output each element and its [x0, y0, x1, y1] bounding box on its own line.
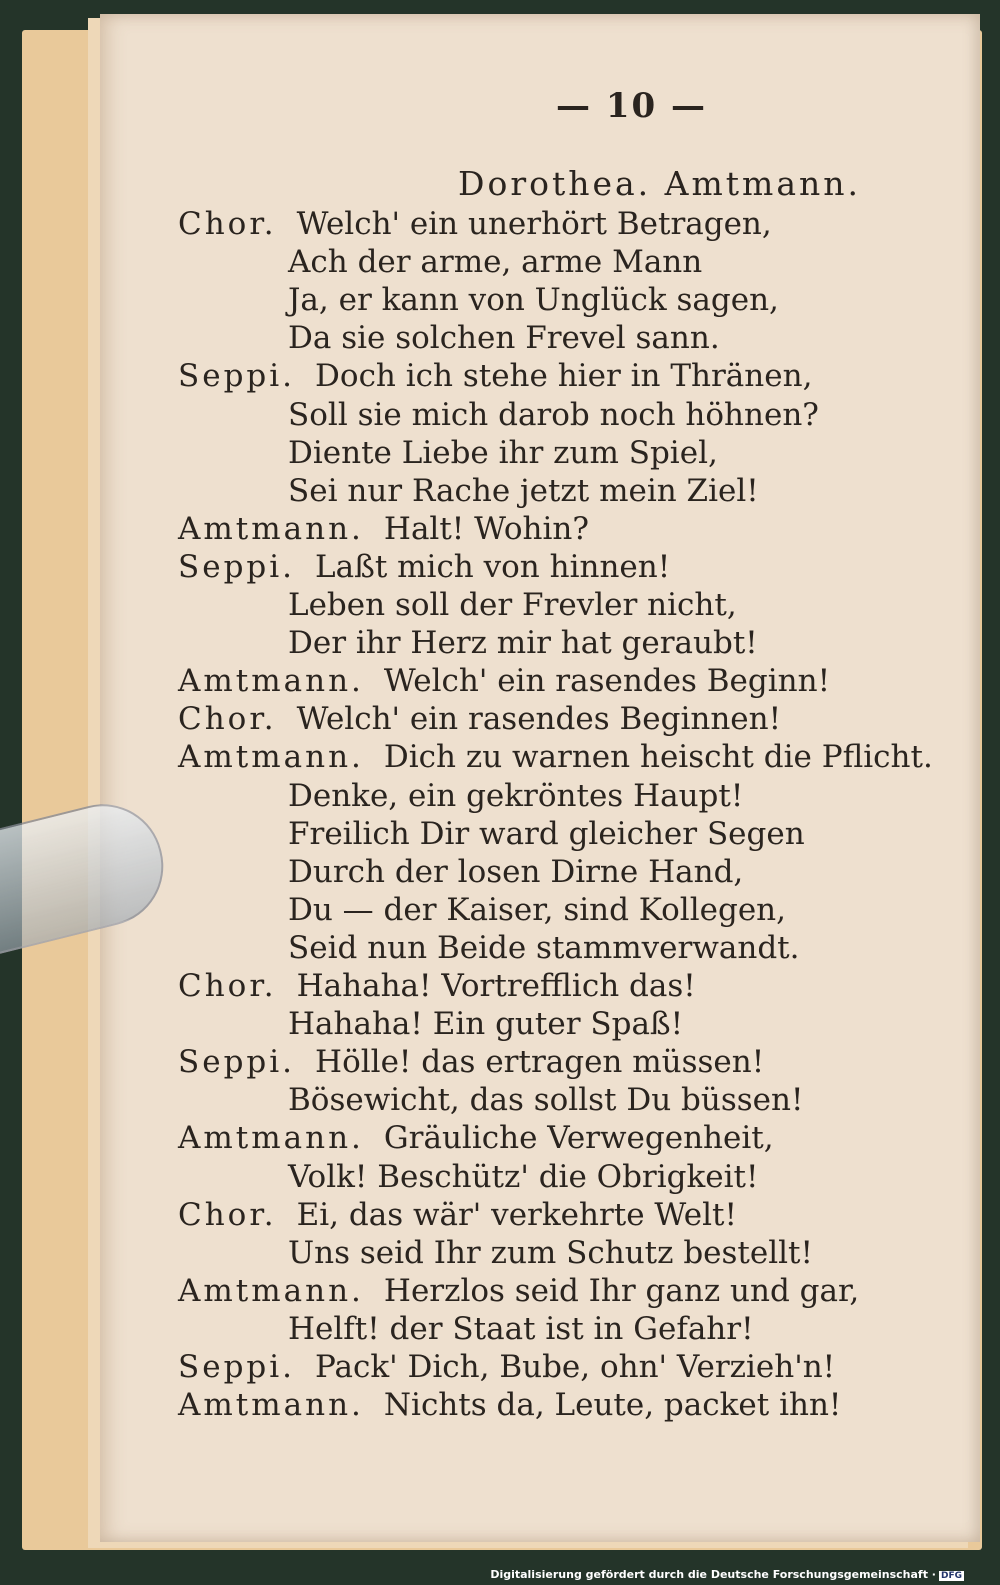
verse-text-line: Halt! Wohin? [383, 510, 589, 547]
verse-text-line: Welch' ein unerhört Betragen, [296, 206, 772, 242]
verse-text-line: Bösewicht, das sollst Du büssen! [288, 1082, 804, 1119]
digitization-credit [490, 1568, 964, 1581]
verse-text-line: Ach der arme, arme Mann [288, 244, 703, 281]
verse-line [178, 663, 830, 699]
scene-heading: Dorothea. Amtmann. [458, 164, 862, 203]
verse-text-line: Da sie solchen Frevel sann. [288, 320, 720, 357]
speaker-name: Amtmann. [178, 510, 364, 547]
verse-line [288, 892, 786, 928]
verse-line [178, 739, 933, 775]
verse-line [288, 1159, 758, 1195]
book-page [100, 14, 980, 1542]
verse-line [178, 511, 589, 547]
speaker-name: Amtmann. [178, 1387, 364, 1424]
verse-line [178, 968, 696, 1004]
verse-text-line: Nichts da, Leute, packet ihn! [383, 1387, 842, 1424]
verse-text-line: Der ihr Herz mir hat geraubt! [288, 625, 758, 662]
verse-line [178, 358, 812, 394]
verse-text-line: Denke, ein gekröntes Haupt! [288, 777, 744, 814]
verse-line [178, 206, 772, 242]
verse-line [288, 282, 779, 318]
verse-line [288, 473, 759, 509]
verse-line [288, 244, 702, 280]
verse-line [288, 816, 805, 852]
verse-text-line: Helft! der Staat ist in Gefahr! [288, 1310, 754, 1347]
speaker-name: Chor. [178, 206, 277, 242]
speaker-name: Chor. [178, 968, 277, 1004]
speaker-name: Amtmann. [178, 663, 364, 700]
verse-text-line: Pack' Dich, Bube, ohn' Verzieh'n! [315, 1349, 836, 1385]
verse-text-line: Durch der losen Dirne Hand, [288, 853, 744, 890]
verse-line [288, 778, 743, 814]
verse-text-line: Welch' ein rasendes Beginn! [383, 663, 831, 700]
verse-text-line: Hahaha! Vortrefflich das! [296, 968, 696, 1004]
credit-text: Digitalisierung gefördert durch die Deutsche Forschungsgemeinschaft · [490, 1568, 936, 1581]
verse-text-line: Sei nur Rache jetzt mein Ziel! [288, 472, 759, 509]
speaker-name: Seppi. [178, 1044, 296, 1081]
verse-line [178, 1197, 737, 1233]
verse-line [178, 1120, 774, 1156]
verse-line [178, 1273, 859, 1309]
speaker-name: Chor. [178, 701, 277, 738]
verse-line [288, 435, 718, 471]
verse-line [178, 1044, 764, 1080]
verse-text-line: Ja, er kann von Unglück sagen, [288, 282, 779, 319]
verse-text-line: Gräuliche Verwegenheit, [383, 1120, 774, 1157]
verse-text-line: Dich zu warnen heischt die Pflicht. [383, 739, 933, 776]
verse-text-line: Uns seid Ihr zum Schutz bestellt! [288, 1234, 813, 1271]
verse-line [178, 1349, 835, 1385]
verse-line [288, 625, 758, 661]
verse-text-line: Soll sie mich darob noch höhnen? [288, 396, 819, 433]
verse-text-line: Du — der Kaiser, sind Kollegen, [288, 891, 786, 928]
verse-text-line: Ei, das wär' verkehrte Welt! [296, 1196, 737, 1233]
speaker-name: Amtmann. [178, 1272, 364, 1309]
verse-text-line: Diente Liebe ihr zum Spiel, [288, 434, 718, 471]
verse-text-line: Seid nun Beide stammverwandt. [288, 929, 800, 966]
speaker-name: Seppi. [178, 548, 296, 585]
verse-line [288, 587, 737, 623]
speaker-name: Seppi. [178, 358, 296, 395]
page-number: — 10 — [556, 86, 707, 126]
verse-text-line: Volk! Beschütz' die Obrigkeit! [288, 1158, 759, 1195]
verse-line [288, 1082, 803, 1118]
verse-line [288, 1235, 813, 1271]
verse-line [288, 397, 819, 433]
speaker-name: Seppi. [178, 1349, 296, 1385]
speaker-name: Amtmann. [178, 739, 364, 776]
verse-text-line: Leben soll der Frevler nicht, [288, 587, 737, 623]
verse-line [288, 854, 743, 890]
verse-line [288, 930, 800, 966]
verse-text-line: Hahaha! Ein guter Spaß! [288, 1006, 684, 1043]
verse-text-line: Laßt mich von hinnen! [315, 548, 671, 585]
verse-text-line: Welch' ein rasendes Beginnen! [296, 701, 782, 738]
speaker-name: Amtmann. [178, 1120, 364, 1157]
verse-line [178, 1387, 841, 1423]
dfg-logo: DFG [940, 1571, 962, 1581]
verse-text-line: Hölle! das ertragen müssen! [315, 1044, 765, 1081]
verse-line [178, 701, 781, 737]
verse-text-line: Herzlos seid Ihr ganz und gar, [383, 1272, 860, 1309]
verse-line [288, 1311, 754, 1347]
verse-line [288, 1006, 683, 1042]
verse-text-line: Freilich Dir ward gleicher Segen [288, 815, 805, 852]
speaker-name: Chor. [178, 1196, 277, 1233]
verse-text-line: Doch ich stehe hier in Thränen, [315, 358, 813, 395]
verse-line [178, 549, 670, 585]
verse-line [288, 320, 720, 356]
